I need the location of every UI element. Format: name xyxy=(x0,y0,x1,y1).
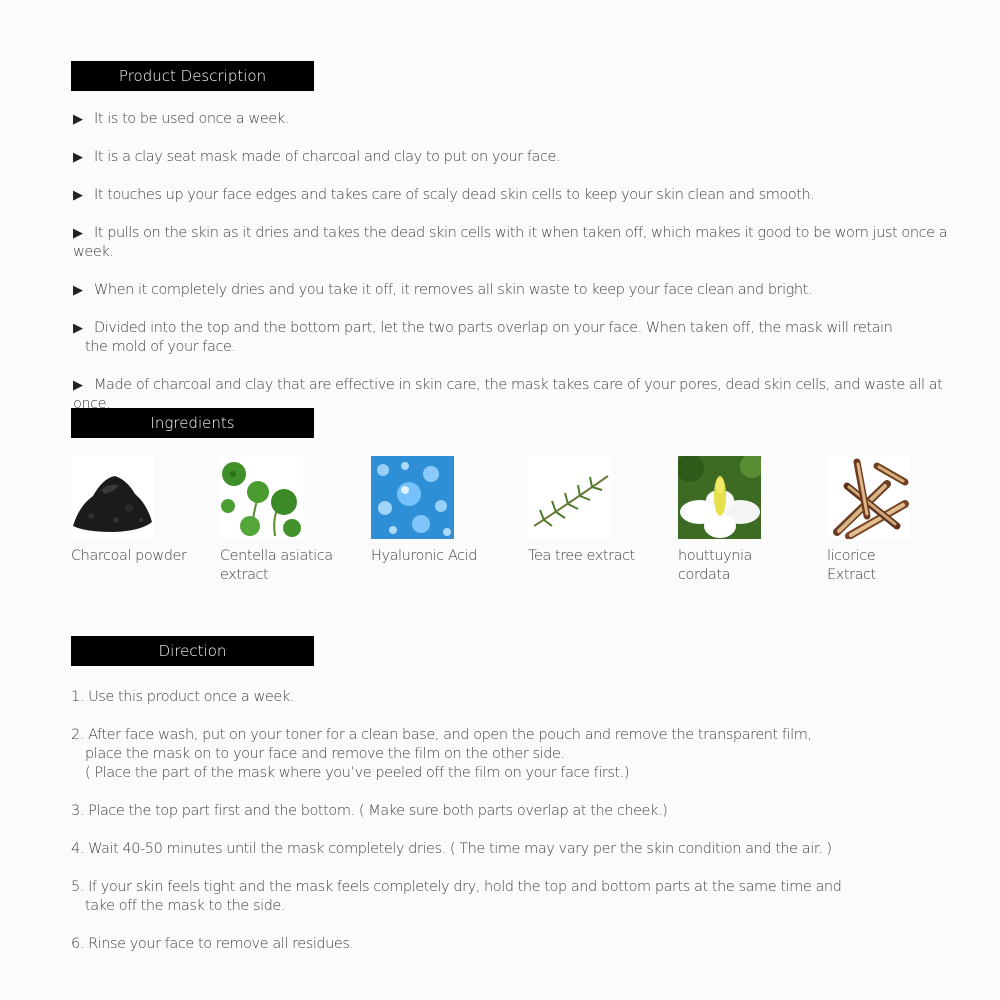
direction-step: 1. Use this product once a week. xyxy=(71,689,294,705)
ingredient-label: Hyaluronic Acid xyxy=(371,548,478,564)
description-item: ▶ It is to be used once a week. xyxy=(73,111,289,127)
description-item: ▶ It pulls on the skin as it dries and takes the dead skin cells with it when taken off, which makes it good to be worn just once a week. xyxy=(73,225,948,260)
centella-leaves-image xyxy=(220,456,303,539)
charcoal-powder-image xyxy=(71,456,154,539)
ingredient-label: Tea tree extract xyxy=(528,548,635,564)
ingredient-tea-tree xyxy=(528,456,668,566)
direction-list xyxy=(71,688,971,973)
houttuynia-flower-image xyxy=(678,456,761,539)
direction-step: 6. Rinse your face to remove all residues. xyxy=(71,936,354,952)
water-droplets-image xyxy=(371,456,454,539)
direction-step: 4. Wait 40-50 minutes until the mask completely dries. ( The time may vary per the skin condition and the air. ) xyxy=(71,841,832,857)
ingredient-label: Charcoal powder xyxy=(71,548,187,564)
ingredient-centella xyxy=(220,456,360,585)
product-description-header: Product Description xyxy=(71,61,314,91)
direction-step: 2. After face wash, put on your toner for a clean base, and open the pouch and remove the transparent film, place the mask on to your face and remove the film on the other side. ( Place the part of the mask where you’ve peeled off the film on your face first.) xyxy=(71,727,812,781)
ingredients-header: Ingredients xyxy=(71,408,314,438)
description-item: ▶ It is a clay seat mask made of charcoal and clay to put on your face. xyxy=(73,149,561,165)
description-item: ▶ Divided into the top and the bottom part, let the two parts overlap on your face. When taken off, the mask will retain the mold of your face. xyxy=(73,320,893,355)
ingredient-label: licorice Extract xyxy=(827,548,876,583)
play-triangle-icon: ▶ xyxy=(73,188,83,203)
description-item: ▶ Made of charcoal and clay that are effective in skin care, the mask takes care of your pores, dead skin cells, and waste all at once. xyxy=(73,377,943,412)
play-triangle-icon: ▶ xyxy=(73,112,83,127)
play-triangle-icon: ▶ xyxy=(73,150,83,165)
licorice-roots-image xyxy=(827,456,910,539)
description-item: ▶ When it completely dries and you take it off, it removes all skin waste to keep your face clean and bright. xyxy=(73,282,813,298)
ingredient-charcoal xyxy=(71,456,211,566)
direction-step: 5. If your skin feels tight and the mask feels completely dry, hold the top and bottom parts at the same time and take off the mask to the side. xyxy=(71,879,842,914)
description-item: ▶ It touches up your face edges and takes care of scaly dead skin cells to keep your skin clean and smooth. xyxy=(73,187,815,203)
ingredient-hyaluronic xyxy=(371,456,511,566)
ingredient-licorice xyxy=(827,456,967,585)
play-triangle-icon: ▶ xyxy=(73,321,83,336)
tea-tree-sprig-image xyxy=(528,456,611,539)
direction-header: Direction xyxy=(71,636,314,666)
play-triangle-icon: ▶ xyxy=(73,226,83,241)
play-triangle-icon: ▶ xyxy=(73,378,83,393)
ingredient-houttuynia xyxy=(678,456,818,585)
ingredient-label: houttuynia cordata xyxy=(678,548,752,583)
direction-step: 3. Place the top part first and the bottom. ( Make sure both parts overlap at the cheek.) xyxy=(71,803,668,819)
ingredient-label: Centella asiatica extract xyxy=(220,548,333,583)
description-list xyxy=(73,110,973,433)
play-triangle-icon: ▶ xyxy=(73,283,83,298)
